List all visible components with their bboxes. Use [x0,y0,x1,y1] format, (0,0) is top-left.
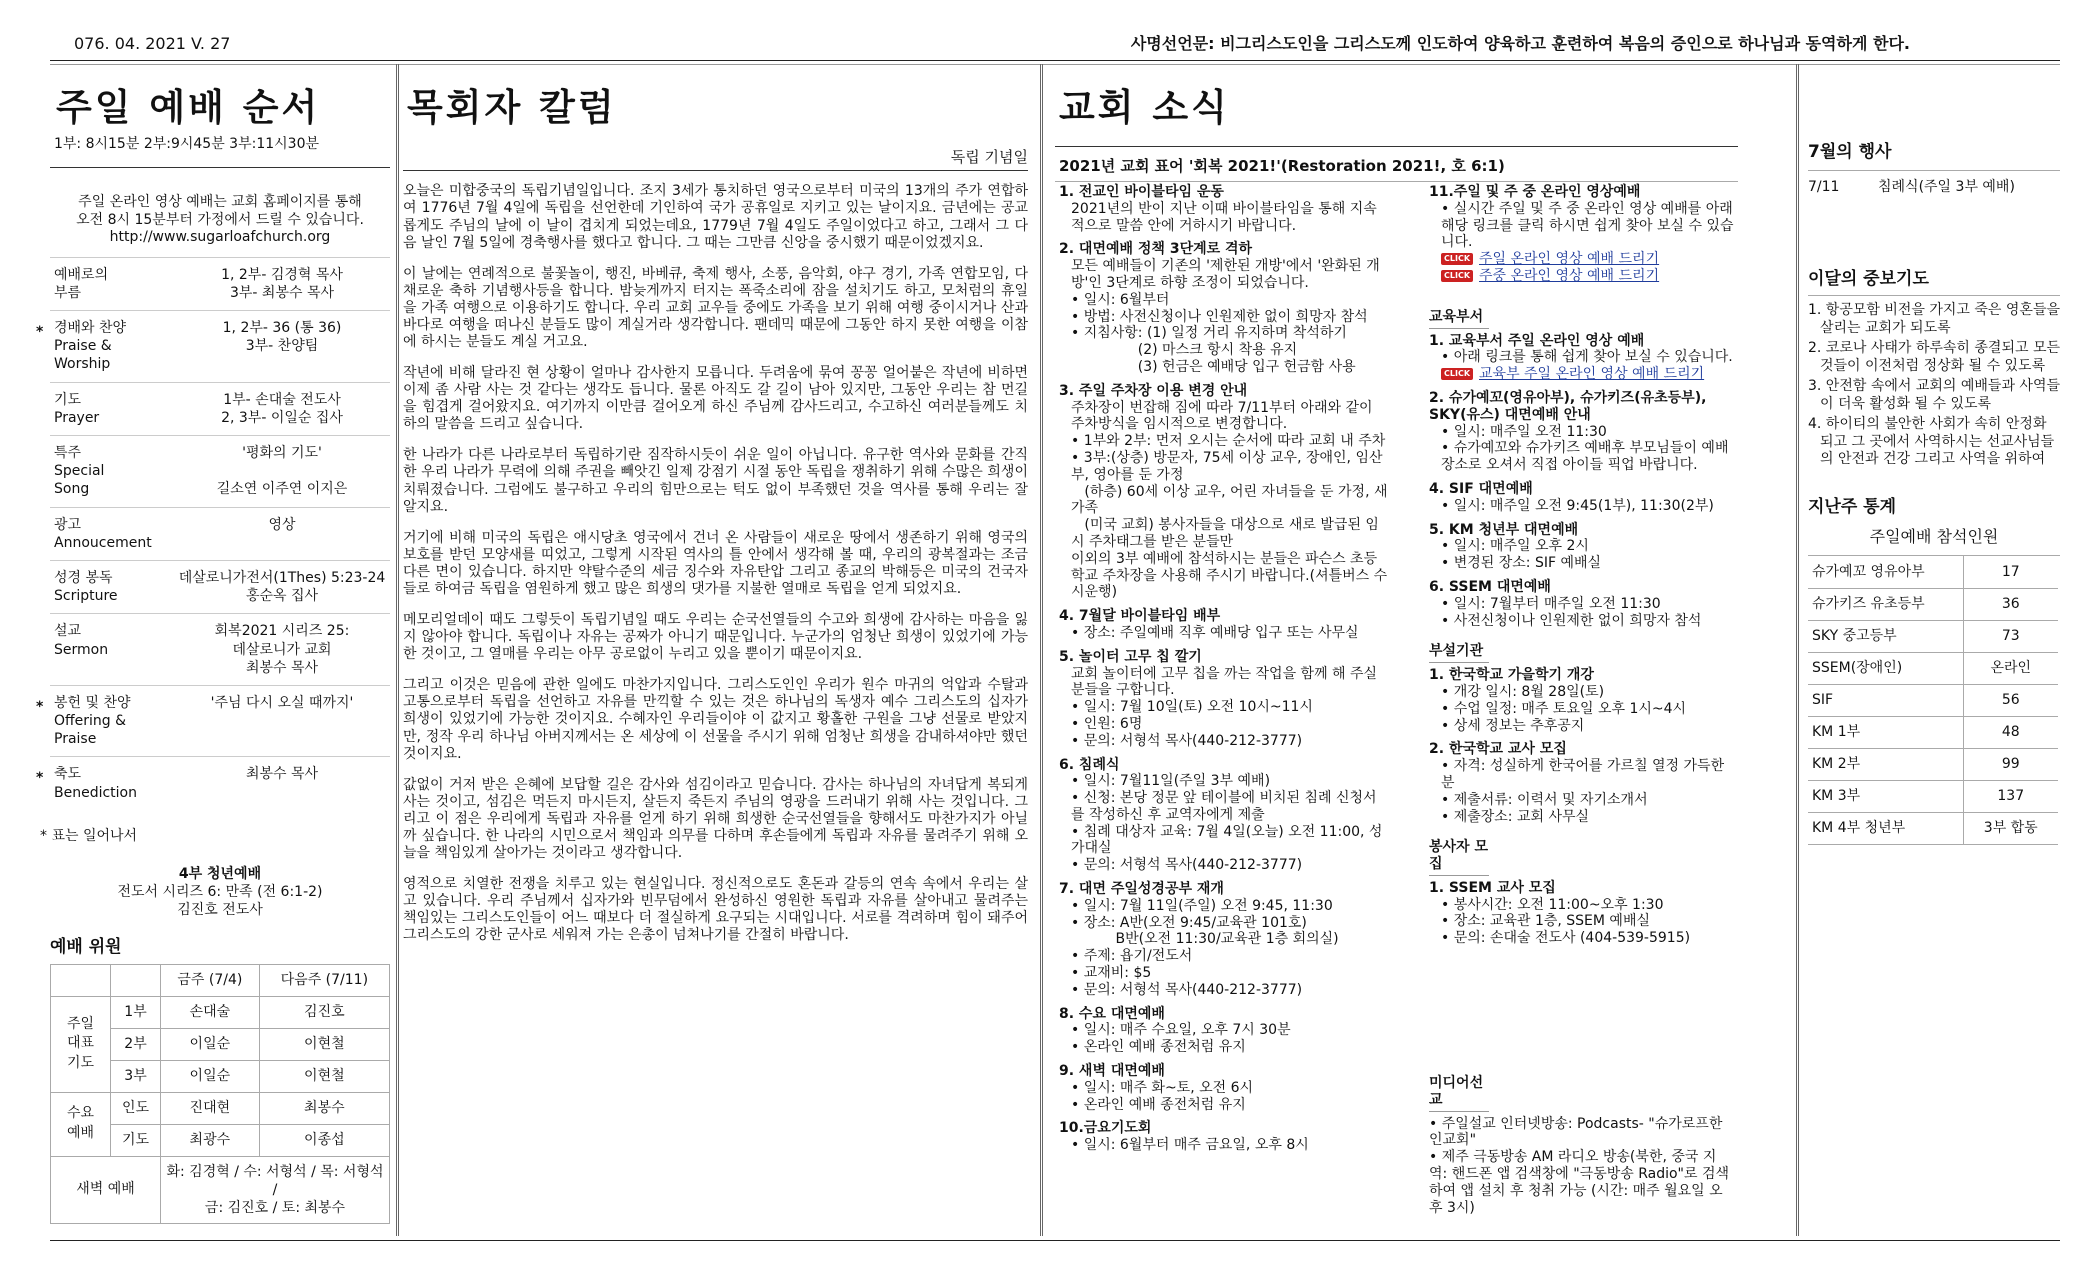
order-label: 봉헌 및 찬양 Offering & Praise [54,694,131,748]
staff-next: 김진호 [259,996,389,1028]
staff-next: 이현철 [259,1060,389,1092]
stats-row [1808,588,2058,620]
staff-part: 2부 [111,1028,161,1060]
news-item-line: • 일시: 7월 11일(주일) 오전 9:45, 11:30 [1071,897,1333,914]
news-item-line: • 3부:(상층) 방문자, 75세 이상 교우, 장애인, 임산부, 영아를 둔 가정 [1071,449,1383,483]
news-item [1059,757,1389,875]
stats-count: 73 [1963,620,2058,652]
stats-name: 슈가키즈 유초등부 [1808,588,1963,620]
order-value: 1, 2부- 36 (통 36) 3부- 찬양팀 [222,320,342,355]
subsidiary-items [1429,667,1734,825]
weekday-online-link[interactable]: 주중 온라인 영상 예배 드리기 [1479,267,1660,284]
stats-row [1808,748,2058,780]
event-date: 7/11 [1808,179,1840,196]
edu-items [1429,390,1734,629]
stats-count: 56 [1963,684,2058,716]
section-rule [1808,295,2060,296]
staff-this: 이일순 [161,1060,260,1092]
column-paragraph: 오늘은 미합중국의 독립기념일입니다. 조지 3세가 통치하던 영국으로부터 미국의 13개의 주가 연합하여 1776년 7월 4일에 독립을 선언한데 기인하여 국가 공휴일로 지키고 있는 날이지요. 금년에는 공교롭게도 주님의 날에 이 날이 겹치게 되었는데요, 1779년 7월 4일도 주일이었다고 하고, 그래서 그 다음 날인 7월 5일에 경축행사를 했다고 합니다. 그 때는 그만큼 신앙을 중시했기 때문이었겠지요. [403,183,1028,251]
staff-title: 예배 위원 [50,937,122,958]
news-item-title: 6. SSEM 대면예배 [1429,578,1551,595]
order-label: 성경 봉독 Scripture [54,569,118,605]
mission-statement: 사명선언문: 비그리스도인을 그리스도께 인도하여 양육하고 훈련하여 복음의 증인으로 하나님과 동역하게 한다. [1130,34,1910,53]
news-item-line: • 일시: 매주일 오전 11:30 [1441,423,1607,440]
news-item-line: • 개강 일시: 8월 28일(토) [1441,683,1605,700]
section-rule [1808,170,2060,171]
news-item-title: 1. SSEM 교사 모집 [1429,879,1556,896]
news-item-title: 5. KM 청년부 대면예배 [1429,521,1579,538]
stats-title: 지난주 통계 [1808,496,1897,517]
news-item-line: • 장소: A반(오전 9:45/교육관 101호) [1071,914,1307,931]
column-paragraph: 영적으로 치열한 전쟁을 치루고 있는 현실입니다. 정신적으로도 혼돈과 갈등의 연속 속에서 우리는 살고 있습니다. 우리 주님께서 십자가와 빈무덤에서 완성하신 영원한 독립과 자유를 살아내고 물려주는 책임있는 그리스도인들이 어느 때보다 더 절실하게 요구되는 시대입니다. 서로를 격려하며 힘이 돼주어 그리스도의 강한 군사로 세워져 가는 은총이 넘쳐나기를 간절히 바랍니다. [403,876,1028,944]
news-item [1429,667,1734,734]
column-title: 목회자 칼럼 [407,86,617,129]
news-item-line: • 문의: 서형석 목사(440-212-3777) [1071,857,1303,874]
issue-number: 076. 04. 2021 V. 27 [74,34,231,53]
order-row [36,685,390,757]
order-row [50,257,390,310]
staff-part: 1부 [111,996,161,1028]
dawn-label: 새벽 예배 [51,1156,161,1224]
edu-online-link[interactable]: 교육부 주일 온라인 영상 예배 드리기 [1479,366,1705,383]
news-item-line: • 주일설교 인터넷방송: Podcasts- "슈가로프한인교회" [1429,1115,1723,1149]
order-row [50,382,390,435]
order-row [50,560,390,613]
click-icon: CLICK [1441,253,1473,265]
news-item-line: • 문의: 손대술 전도사 (404-539-5915) [1441,930,1691,947]
order-row [50,613,390,685]
stats-name: KM 3부 [1808,780,1963,812]
prayer-item: 2. 코로나 사태가 하루속히 종결되고 모든 것들이 이전처럼 정상화 될 수 있도록 [1808,340,2060,374]
column-paragraph: 메모리얼데이 때도 그렇듯이 독립기념일 때도 우리는 순국선열들의 수고와 희생에 감사하는 마음을 잃지 않아야 합니다. 독립이나 자유는 공짜가 아니기 때문입니다. 누군가의 엄청난 희생이 있었기에 가능한 것이고, 그 열매를 우리는 아무 공로없이 누리고 있을 뿐이기 때문이지요. [403,612,1028,663]
news-item-title: 1. 교육부서 주일 온라인 영상 예배 [1429,332,1645,349]
news-right [1429,184,1738,1223]
youth-line: 김진호 전도사 [177,901,263,918]
top-rule-thin [50,64,2060,65]
online-notice [50,194,390,247]
staff-head: 금주 (7/4) [161,964,260,996]
news-item-line: • 장소: 교육관 1층, SSEM 예배실 [1441,913,1650,930]
news-item-line: (하층) 60세 이상 교우, 어린 자녀들을 둔 가정, 새가족 [1071,483,1388,517]
prayer-title: 이달의 중보기도 [1808,268,1929,289]
stats-count: 99 [1963,748,2058,780]
order-value: 1부- 손대술 전도사 2, 3부- 이일순 집사 [221,391,343,426]
order-value: '평화의 기도' 길소연 이주연 이지은 [216,445,348,498]
news-item [1429,333,1734,383]
news-item-line: • 일시: 매주일 오전 9:45(1부), 11:30(2부) [1441,497,1714,514]
news-item-title: 4. 7월달 바이블타임 배부 [1059,608,1221,625]
staff-part: 3부 [111,1060,161,1092]
stats-count: 온라인 [1963,652,2058,684]
news-item-line: • 제출서류: 이력서 및 자기소개서 [1441,791,1648,808]
news-item-line: • 일시: 7월11일(주일 3부 예배) [1071,773,1271,790]
header-bar [50,34,2050,56]
stats-name: SIF [1808,684,1963,716]
news-item [1429,522,1734,572]
online-link-row [1429,366,1734,383]
sidebar-column [1808,70,2060,845]
news-item-line: • 1부와 2부: 먼저 오시는 순서에 따라 교회 내 주차 [1071,433,1386,450]
news-item-title: 7. 대면 주일성경공부 재개 [1059,881,1224,898]
news-item-line: • 방법: 사전신청이나 인원제한 없이 희망자 참석 [1071,308,1368,325]
youth-title: 4부 청년예배 [178,865,262,882]
section-rule [50,167,390,168]
news-item-line: • 슈가예꼬와 슈가키즈 예배후 부모님들이 예배장소로 오셔서 직접 아이들 픽업 바랍니다. [1441,440,1729,474]
notice-line: 오전 8시 15분부터 가정에서 드릴 수 있습니다. [76,211,364,228]
order-label: 광고 Annoucement [54,516,152,551]
news-item-line: • 아래 링크를 통해 쉽게 찾아 보실 수 있습니다. [1441,349,1733,366]
section-rule [1055,146,1738,147]
news-item-line: • 침례 대상자 교육: 7월 4일(오늘) 오전 11:00, 성가대실 [1071,823,1383,857]
youth-service [50,865,390,920]
news-item [1059,241,1389,375]
news-item-line: • 일시: 6월부터 [1071,291,1170,308]
news-item-line: • 일시: 매주일 오후 2시 [1441,538,1589,555]
news-item-title: 1. 한국학교 가을학기 개강 [1429,667,1594,684]
worship-order-list [36,257,390,810]
news-item-title: 5. 놀이터 고무 칩 깔기 [1059,648,1202,665]
staff-group: 주일 대표 기도 [51,996,111,1092]
star-mark: * [36,770,44,787]
staff-next: 이현철 [259,1028,389,1060]
news-item-line: • 실시간 주일 및 주 중 온라인 영상 예배를 아래 해당 링크를 클릭 하시면 쉽게 찾아 보실 수 있습니다. [1441,200,1738,251]
news-item-line: • 자격: 성실하게 한국어를 가르칠 열정 가득한 분 [1441,758,1729,791]
events-title: 7월의 행사 [1808,142,1892,162]
news-item-line: • 장소: 주일예배 직후 예배당 입구 또는 사무실 [1071,624,1359,641]
order-value: 최봉수 목사 [245,766,319,783]
news-item-line: • 제주 극동방송 AM 라디오 방송(북한, 중국 지역: 핸드폰 앱 검색창에 "극동방송 Radio"로 검색하여 앱 설치 후 청취 가능 (시간: 매주 월요일 오후 3시) [1429,1149,1730,1216]
click-icon: CLICK [1441,368,1473,380]
media-section-title: 미디어선교 [1429,1075,1489,1112]
news-item-title: 2. 대면예배 정책 3단계로 격하 [1059,241,1253,258]
news-item-title: 6. 침례식 [1059,756,1120,773]
news-item-line: • 상세 정보는 추후공지 [1441,717,1585,734]
stats-row [1808,652,2058,684]
news-item-line: • 문의: 서형석 목사(440-212-3777) [1071,981,1303,998]
news-item [1059,1120,1389,1154]
news-item-line: B반(오전 11:30/교육관 1층 회의실) [1071,931,1339,948]
news-item-line: 2021년의 반이 지난 이때 바이블타임을 통해 지속적으로 말씀 안에 거하시기 바랍니다. [1071,200,1377,234]
stats-row [1808,556,2058,588]
news-item [1429,741,1734,825]
top-rule [50,60,2060,61]
church-motto: 2021년 교회 표어 '회복 2021!'(Restoration 2021!, 호 6:1) [1059,157,1505,176]
staff-part: 기도 [111,1124,161,1156]
news-item-line: • 온라인 예배 종전처럼 유지 [1071,1096,1246,1113]
column-divider [1796,64,1799,1236]
church-url[interactable]: http://www.sugarloafchurch.org [109,229,331,246]
event-text: 침례식(주일 3부 예배) [1878,179,2015,196]
news-item-line: • 교재비: $5 [1071,965,1152,982]
order-value: 데살로니가전서(1Thes) 5:23-24 홍순옥 집사 [178,569,386,605]
stats-count: 3부 합동 [1963,812,2058,844]
volunteer-items [1429,880,1734,947]
stats-row [1808,780,2058,812]
volunteer-section-title: 봉사자 모집 [1429,839,1489,876]
section-rule [403,170,1028,171]
order-label: 기도 Prayer [54,391,100,426]
news-item-line: • 제출장소: 교회 사무실 [1441,808,1590,825]
news-item-line: • 사전신청이나 인원제한 없이 희망자 참석 [1441,612,1702,629]
order-value: '주님 다시 오실 때까지' [210,694,354,711]
order-value: 1, 2부- 김경혁 목사 3부- 최봉수 목사 [221,266,343,301]
stats-row [1808,716,2058,748]
dawn-value: 화: 김경혁 / 수: 서형석 / 목: 서형석 / 금: 김진호 / 토: 최봉수 [161,1156,390,1224]
news-item-line: 이외의 3부 예배에 참석하시는 분들은 파슨스 초등학교 주차장을 사용해 주시기 바랍니다.(셔틀버스 수시운행) [1071,550,1388,601]
staff-this: 손대술 [161,996,260,1028]
worship-order-column [36,70,390,1224]
notice-line: 주일 온라인 영상 예배는 교회 홈페이지를 통해 [78,194,362,211]
news-item-line: • 문의: 서형석 목사(440-212-3777) [1071,732,1303,749]
news-item [1059,881,1389,999]
news-item-title: 8. 수요 대면예배 [1059,1005,1165,1022]
order-row [50,507,390,560]
news-item [1429,579,1734,629]
news-item-line: • 일시: 매주 수요일, 오후 7시 30분 [1071,1022,1291,1039]
column-paragraph: 그리고 이것은 믿음에 관한 일에도 마찬가지입니다. 그리스도인인 우리가 원수 마귀의 억압과 수탈과 고통으로부터 독립을 선언하고 자유를 만끽할 수 있는 것은 하나님의 독생자 예수 그리스도의 십자가 희생이 있었기에 가능한 것이지요. 수혜자인 우리들이야 이 값지고 황홀한 구원을 그냥 선물로 받았지만, 정작 우리 하나님 아버지께서는 온 세상에 이 선물을 주시기 위해 엄청난 희생을 감내하셔야만 했던 것이지요. [403,677,1028,762]
staff-table [50,964,390,1225]
news-item-title: 3. 주일 주차장 이용 변경 안내 [1059,382,1248,399]
staff-part: 인도 [111,1092,161,1124]
staff-this: 이일순 [161,1028,260,1060]
news-item-line: 모든 예배들이 기존의 '제한된 개방'에서 '완화된 개방'인 3단계로 하향 조정이 되었습니다. [1071,258,1380,291]
column-subtitle: 독립 기념일 [950,148,1028,167]
church-news-column [1055,70,1738,1230]
news-title: 교회 소식 [1059,86,1230,129]
stats-name: 슈가예꼬 영유아부 [1808,556,1963,588]
column-divider [1040,64,1043,1236]
news-item [1059,383,1389,601]
stats-row [1808,684,2058,716]
order-label: 예배로의 부름 [54,266,109,301]
news-item-title: 2. 슈가예꼬(영유아부), 슈가키즈(유초등부), SKY(유스) 대면예배 안내 [1429,389,1707,423]
news-item-line: • 지침사항: (1) 일정 거리 유지하며 착석하기 [1071,325,1347,342]
staff-group: 수요 예배 [51,1092,111,1156]
section-rule [1055,181,1738,182]
subsidiary-section-title: 부설기관 [1429,643,1489,663]
news-item-line: 교회 놀이터에 고무 칩을 까는 작업을 함께 해 주실 분들을 구합니다. [1071,665,1382,699]
news-item [1429,390,1734,474]
prayer-item: 4. 하이티의 불안한 사회가 속히 안정화 되고 그 곳에서 사역하시는 선교사님들의 안전과 건강 그리고 사역을 위하여 [1808,416,2055,468]
news-item-line: • 신청: 본당 정문 앞 테이블에 비치된 침례 신청서를 작성하신 후 교역자에게 제출 [1071,790,1377,823]
news-item-line: • 주제: 욥기/전도서 [1071,948,1193,965]
order-label: 설교 Sermon [54,623,109,658]
order-label: 경배와 찬양 Praise & Worship [54,320,127,373]
online-link-row [1429,251,1734,268]
stats-count: 48 [1963,716,2058,748]
column-divider [396,64,399,1236]
news-item-line: (2) 마스크 항시 착용 유지 [1071,342,1298,359]
stats-count: 36 [1963,588,2058,620]
stats-name: KM 2부 [1808,748,1963,780]
column-paragraph: 작년에 비해 달라진 현 상황이 얼마나 감사한지 모릅니다. 두려움에 묶여 꽁꽁 얼어붙은 작년에 비하면 이제 좀 사람 사는 것 같다는 생각도 듭니다. 물론 아직도 갈 길이 남아 있지만, 그동안 우리는 참 먼길을 힘겹게 걸어왔지요. 여기까지 이만큼 걸어오게 하신 주님께 감사드리고, 수고하신 여러분들께도 치하의 말씀을 드리고 싶습니다. [403,365,1028,433]
news-item-line: • 온라인 예배 종전처럼 유지 [1071,1039,1246,1056]
star-mark: * [36,698,44,715]
order-label: 축도 Benediction [54,766,137,801]
prayer-list [1808,302,2060,469]
stats-name: SSEM(장애인) [1808,652,1963,684]
prayer-item: 3. 안전함 속에서 교회의 예배들과 사역들이 더욱 활성화 될 수 있도록 [1808,378,2060,412]
column-paragraph: 한 나라가 다른 나라로부터 독립하기란 짐작하시듯이 쉬운 일이 아닙니다. 유구한 역사와 문화를 간직한 우리 나라가 무력에 의해 주권을 빼앗긴 일제 강점기 시절 동안 독립을 쟁취하기 위해 수많은 희생이 치뤄졌습니다. 그럼에도 불구하고 우리의 힘만으로는 턱도 없이 부족했던 것을 역사를 통해 우리는 잘 알지요. [403,447,1028,515]
star-mark: * [36,324,44,341]
news-item [1059,649,1389,750]
bottom-rule [50,1240,2060,1241]
event-row [1808,179,2060,197]
staff-this: 최광수 [161,1124,260,1156]
order-label: 특주 Special Song [54,445,105,498]
sunday-online-link[interactable]: 주일 온라인 영상 예배 드리기 [1479,251,1660,268]
stats-row [1808,620,2058,652]
news-item [1059,184,1389,234]
stats-table [1808,556,2058,845]
youth-line: 전도서 시리즈 6: 만족 (전 6:1-2) [117,883,323,900]
news-item-line: 주차장이 번잡해 짐에 따라 7/11부터 아래와 같이 주차방식을 임시적으로 변경합니다. [1071,399,1378,433]
news-item [1429,481,1734,515]
news-item-line: (미국 교회) 봉사자들을 대상으로 새로 발급된 임시 주차태그를 받은 분들만 [1071,517,1379,550]
news-item-title: 9. 새벽 대면예배 [1059,1063,1165,1080]
staff-next: 최봉수 [259,1092,389,1124]
prayer-item: 1. 항공모함 비전을 가지고 죽은 영혼들을 살리는 교회가 되도록 [1808,302,2060,336]
news-item-line: (3) 헌금은 예배당 입구 헌금함 사용 [1071,358,1356,375]
news-item-title: 10.금요기도회 [1059,1120,1152,1137]
news-item-title: 4. SIF 대면예배 [1429,480,1533,497]
stats-count: 17 [1963,556,2058,588]
news-item-line: • 일시: 매주 화~토, 오전 6시 [1071,1079,1254,1096]
news-left [1059,184,1389,1161]
news-item [1059,1063,1389,1113]
stats-subtitle: 주일예배 참석인원 [1869,527,1999,547]
edu-section-title: 교육부서 [1429,309,1489,329]
staff-this: 진대현 [161,1092,260,1124]
online-link-row [1429,268,1734,285]
news-item-title: 2. 한국학교 교사 모집 [1429,741,1567,758]
news-item-line: • 수업 일정: 매주 토요일 오후 1시~4시 [1441,700,1687,717]
order-row [36,756,390,809]
news-item-line: • 일시: 7월부터 매주일 오전 11:30 [1441,595,1661,612]
column-paragraph: 거기에 비해 미국의 독립은 애시당초 영국에서 건너 온 사람들이 새로운 땅에서 생존하기 위해 영국의 보호를 받던 모양새를 띠었고, 그렇게 시작된 역사의 틀 안에서 생각해 볼 때, 우리의 광복절과는 조금 다른 면이 있습니다. 하지만 약탈수준의 세금 징수와 자유탄압 그리고 종교의 박해등은 미국의 건국자들로 하여금 독립을 염원하게 했고 많은 희생의 댓가를 지불한 열매로 독립을 얻게 되었지요. [403,529,1028,597]
news-item-line: • 일시: 6월부터 매주 금요일, 오후 8시 [1071,1137,1309,1154]
order-value: 회복2021 시리즈 25: 데살로니가 교회 최봉수 목사 [214,623,350,676]
news-item [1429,880,1734,947]
click-icon: CLICK [1441,270,1473,282]
news-item-line: • 봉사시간: 오전 11:00~오후 1:30 [1441,896,1664,913]
stats-name: SKY 중고등부 [1808,620,1963,652]
stats-count: 137 [1963,780,2058,812]
stats-row [1808,812,2058,844]
pastor-column [403,70,1028,958]
news-item-line: • 일시: 7월 10일(토) 오전 10시~11시 [1071,699,1313,716]
news-item-title: 1. 전교인 바이블타임 운동 [1059,184,1224,200]
order-value: 영상 [268,516,296,533]
service-times: 1부: 8시15분 2부:9시45분 3부:11시30분 [54,136,320,153]
column-body [403,183,1028,944]
news-item [1429,184,1738,285]
news-item [1059,608,1389,642]
news-item [1429,1116,1734,1217]
staff-next: 이종섭 [259,1124,389,1156]
worship-title: 주일 예배 순서 [56,86,321,129]
stand-note: * 표는 일어나서 [40,827,138,844]
column-paragraph: 값없이 거저 받은 은혜에 보답할 길은 감사와 섬김이라고 믿습니다. 감사는 하나님의 자녀답게 복되게 사는 것이고, 섬김은 먹든지 마시든지, 살든지 죽든지 주님의 영광을 드러내기 위해 사는 것입니다. 그리고 이 점은 우리에게 독립과 자유를 얻게 하기 위해 희생한 순국선열들을 향해서도 마찬가지가 아닐까 싶습니다. 한 나라의 시민으로서 책임과 의무를 다하며 후손들에게 독립과 자유를 물려주기 위해 오늘을 책임있게 살아가는 것이라고 생각합니다. [403,776,1028,861]
order-row [36,310,390,382]
news-item [1059,1006,1389,1056]
stats-name: KM 1부 [1808,716,1963,748]
news-item-title: 11.주일 및 주 중 온라인 영상예배 [1429,184,1641,200]
column-paragraph: 이 날에는 연례적으로 불꽃놀이, 행진, 바베큐, 축제 행사, 소풍, 음악회, 야구 경기, 가족 연합모임, 다채로운 축하 기념행사등을 합니다. 밤늦게까지 터지는 폭죽소리에 잠을 설치기도 하고, 모처럼의 휴일을 가족 여행으로 이용하기도 합니다. 우리 교회 교우들 중에도 가족을 보기 위해 여행 중이시거나 산과 바다로 여행을 떠나신 분들도 많이 계실거라 생각합니다. 팬데믹 때문에 그동안 하지 못한 여행을 이참에 하시는 분들도 계실 거고요. [403,265,1028,351]
order-row [50,435,390,507]
news-item-line: • 변경된 장소: SIF 예배실 [1441,555,1602,572]
stats-name: KM 4부 청년부 [1808,812,1963,844]
staff-head: 다음주 (7/11) [259,964,389,996]
news-item-line: • 인원: 6명 [1071,715,1143,732]
